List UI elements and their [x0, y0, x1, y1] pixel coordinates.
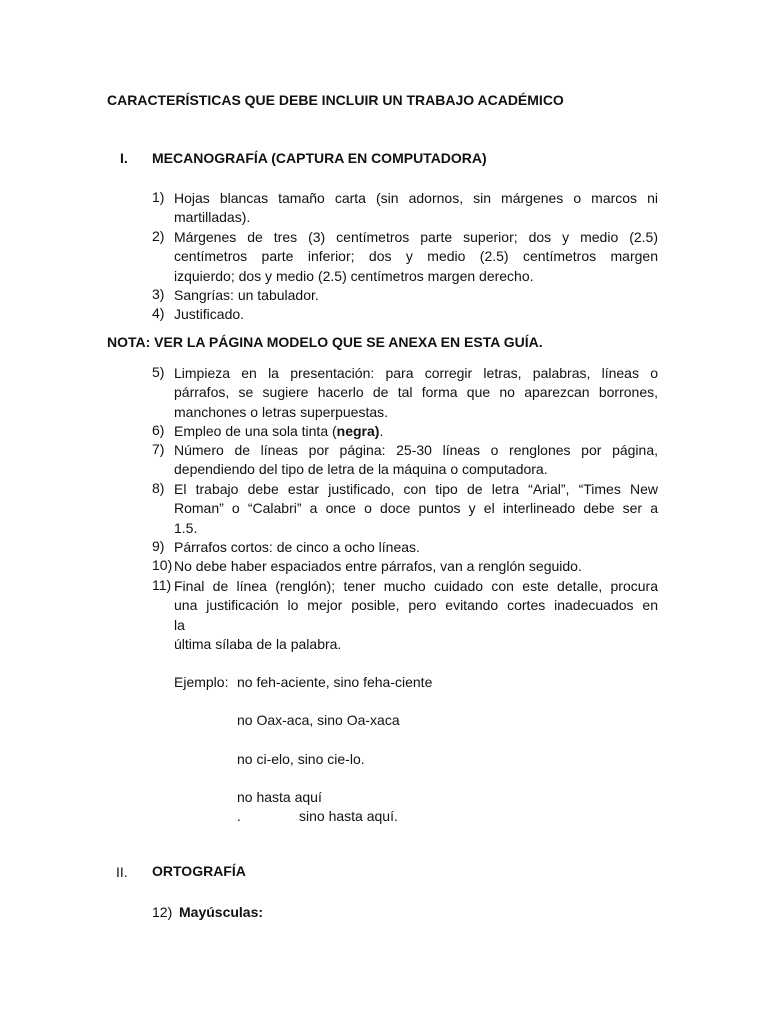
list-item: [174, 422, 658, 441]
list-item: [174, 557, 658, 576]
item-line: No debe haber espaciados entre párrafos, van a renglón seguido.: [174, 558, 582, 574]
item-line: Número de líneas por página: 25-30 líneas o renglones por página,: [174, 442, 658, 458]
example-line: sino hasta aquí.: [299, 808, 398, 824]
item-text: .: [379, 423, 384, 439]
item-line: Roman” o “Calabri” a once o doce puntos y el interlineado debe ser a: [174, 500, 658, 517]
list-item: [174, 480, 658, 538]
item-line: 1.5.: [174, 519, 198, 536]
list-item: [174, 305, 658, 324]
item-line: Final de línea (renglón); tener mucho cuidado con este detalle, procura: [174, 578, 658, 594]
item-number: 8): [152, 480, 165, 496]
item-number: 3): [152, 286, 165, 302]
item-number: 10): [152, 557, 173, 573]
item-line: última sílaba de la palabra.: [174, 636, 342, 653]
item-number: 11): [152, 577, 172, 593]
item-number: 12): [152, 904, 173, 920]
section-1-numeral: I.: [120, 150, 128, 166]
item-line: párrafos, se sugiere hacerlo de tal forma que no aparezcan borrones,: [174, 384, 658, 401]
list-item: [174, 441, 658, 480]
item-number: 2): [152, 228, 165, 244]
list-item: [174, 577, 658, 655]
item-line: la: [174, 616, 185, 633]
item-line: una justificación lo mejor posible, pero evitando cortes inadecuados en: [174, 597, 658, 614]
item-line: Párrafos cortos: de cinco a ocho líneas.: [174, 539, 420, 555]
section-1-heading: MECANOGRAFÍA (CAPTURA EN COMPUTADORA): [152, 150, 487, 166]
item-line: centímetros parte inferior; dos y medio (2.5) centímetros margen: [174, 248, 658, 265]
item-number: 6): [152, 422, 165, 438]
example-label: Ejemplo:: [174, 674, 229, 690]
item-line: Justificado.: [174, 306, 245, 322]
item-line: Sangrías: un tabulador.: [174, 287, 319, 303]
item-line: El trabajo debe estar justificado, con tipo de letra “Arial”, “Times New: [174, 481, 658, 497]
item-text: Empleo de una sola tinta (: [174, 423, 337, 439]
item-bold-text: negra): [336, 423, 380, 439]
item-line: [174, 422, 658, 441]
example-line: no Oax-aca, sino Oa-xaca: [237, 712, 400, 728]
section-2-numeral: II.: [116, 864, 128, 880]
example-line: no hasta aquí: [237, 789, 322, 805]
list-item: [174, 228, 658, 286]
item-line: Márgenes de tres (3) centímetros parte superior; dos y medio (2.5): [174, 229, 658, 245]
item-number: 5): [152, 364, 165, 380]
list-item: [174, 286, 658, 305]
item-line: Limpieza en la presentación: para corregir letras, palabras, líneas o: [174, 365, 658, 381]
note-heading: NOTA: VER LA PÁGINA MODELO QUE SE ANEXA EN ESTA GUÍA.: [107, 334, 543, 350]
item-line: izquierdo; dos y medio (2.5) centímetros margen derecho.: [174, 267, 534, 284]
list-item: [174, 189, 658, 228]
item-line: manchones o letras superpuestas.: [174, 403, 389, 420]
example-line: no ci-elo, sino cie-lo.: [237, 751, 365, 767]
item-line: Hojas blancas tamaño carta (sin adornos, sin márgenes o marcos ni: [174, 190, 658, 206]
example-dot: .: [237, 808, 241, 824]
item-12-label: Mayúsculas:: [179, 904, 264, 920]
section-2-heading: ORTOGRAFÍA: [152, 863, 246, 879]
example-line: no feh-aciente, sino feha-ciente: [237, 674, 433, 690]
item-number: 9): [152, 538, 165, 554]
item-number: 4): [152, 305, 165, 321]
list-item: [174, 538, 658, 557]
item-line: martilladas).: [174, 209, 251, 226]
item-line: dependiendo del tipo de letra de la máquina o computadora.: [174, 461, 548, 478]
list-item: [174, 364, 658, 422]
document-title: CARACTERÍSTICAS QUE DEBE INCLUIR UN TRABAJO ACADÉMICO: [107, 92, 564, 108]
item-number: 7): [152, 441, 165, 457]
item-number: 1): [152, 189, 165, 205]
